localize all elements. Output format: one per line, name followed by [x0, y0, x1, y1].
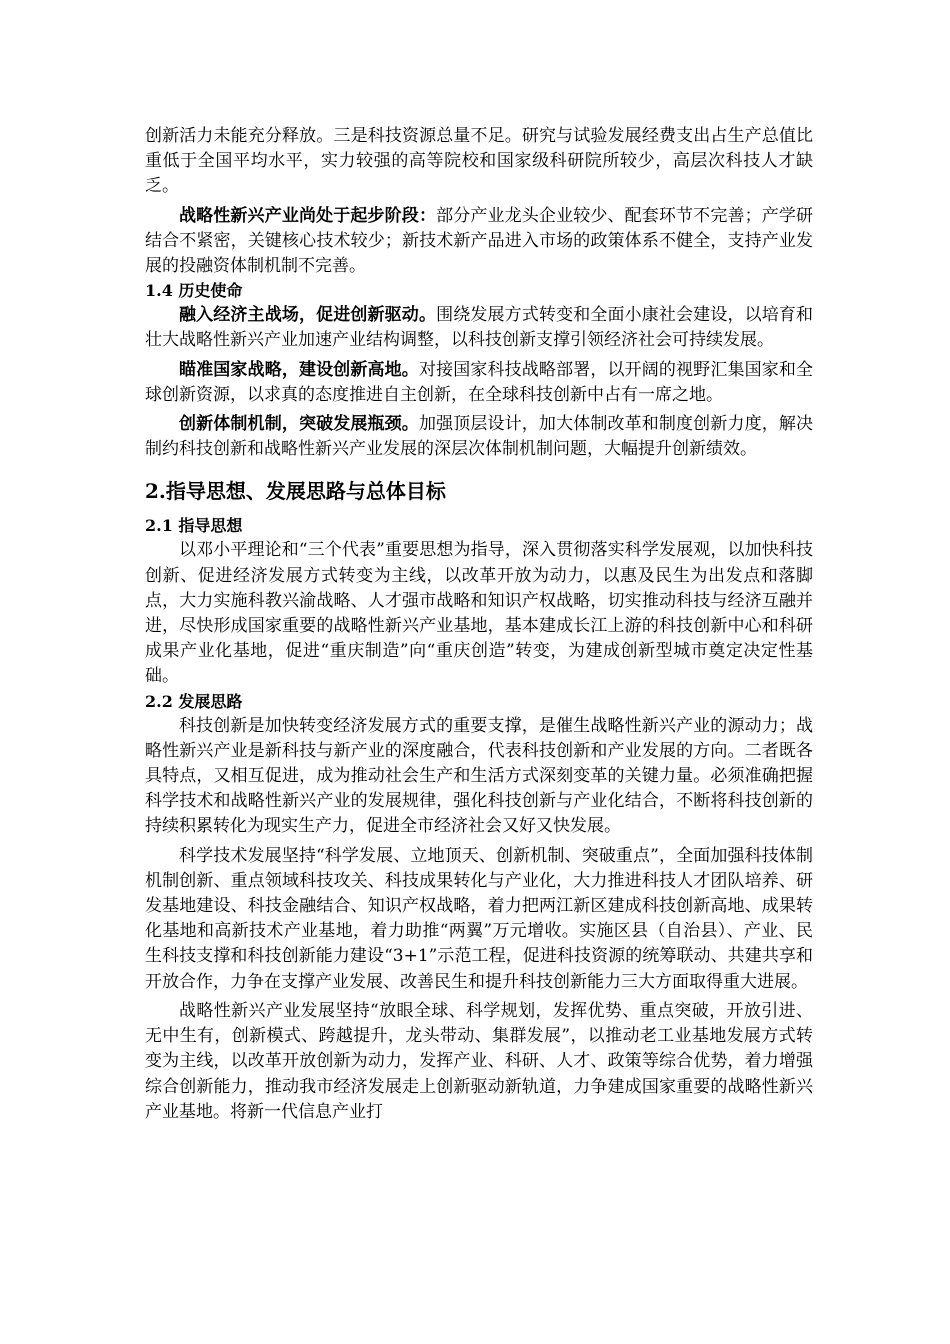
paragraph-guiding-ideology: 以邓小平理论和“三个代表”重要思想为指导，深入贯彻落实科学发展观，以加快科技创新、促进经济发展方式转变为主线，以改革开放为动力，以惠及民生为出发点和落脚点，大力实施科教兴渝战略、人才强市战略和知识产权战略，切实推动科技与经济互融并进，尽快形成国家重要的战略性新兴产业基地，基本建成长江上游的科技创新中心和科研成果产业化基地，促进“重庆制造”向“重庆创造”转变，为建成创新型城市奠定决定性基础。 — [145, 540, 813, 687]
paragraph-text: 围绕发展方式转变和全面小康社会建设，以培育和壮大战略性新兴产业加速产业结构调整，以科技创新支撑引领经济社会可持续发展。 — [145, 305, 814, 351]
paragraph-text: 对接国家科技战略部署，以开阔的视野汇集国家和全球创新资源，以求真的态度推进自主创新，在全球科技创新中占有一席之地。 — [145, 359, 814, 405]
paragraph-mission-2 — [145, 358, 813, 408]
paragraph-innovation-vitality: 创新活力未能充分释放。三是科技资源总量不足。研究与试验发展经费支出占生产总值比重低于全国平均水平，实力较强的高等院校和国家级科研院所较少，高层次科技人才缺乏。 — [145, 126, 813, 197]
paragraph-development-approach-2: 科学技术发展坚持“科学发展、立地顶天、创新机制、突破重点”，全面加强科技体制机制创新、重点领域科技攻关、科技成果转化与产业化，大力推进科技人才团队培养、研发基地建设、科技金融结合、知识产权战略，着力把两江新区建成科技创新高地、成果转化基地和高新技术产业基地，着力助推“两翼”万元增收。实施区县（自治县）、产业、民生科技支撑和科技创新能力建设“3+1”示范工程，促进科技资源的统筹联动、共建共享和开放合作，力争在支撑产业发展、改善民生和提升科技创新能力三大方面取得重大进展。 — [145, 845, 813, 992]
chapter-heading-2: 2.指导思想、发展思路与总体目标 — [145, 479, 446, 504]
paragraph-lead: 瞄准国家战略，建设创新高地。 — [179, 359, 419, 380]
section-heading-2-2: 2.2 发展思路 — [145, 691, 243, 711]
section-heading-2-1: 2.1 指导思想 — [145, 516, 243, 536]
paragraph-lead: 创新体制机制，突破发展瓶颈。 — [179, 414, 419, 435]
section-heading-1-4: 1.4 历史使命 — [145, 281, 243, 301]
paragraph-development-approach-1: 科技创新是加快转变经济发展方式的重要支撑，是催生战略性新兴产业的源动力；战略性新兴产业是新科技与新产业的深度融合，代表科技创新和产业发展的方向。二者既各具特点，又相互促进，成为推动社会生产和生活方式深刻变革的关键力量。必须准确把握科学技术和战略性新兴产业的发展规律，强化科技创新与产业化结合，不断将科技创新的持续积累转化为现实生产力，促进全市经济社会又好又快发展。 — [145, 715, 813, 837]
paragraph-text: 部分产业龙头企业较少、配套环节不完善；产学研结合不紧密，关键核心技术较少；新技术新产品进入市场的政策体系不健全，支持产业发展的投融资体制机制不完善。 — [145, 205, 814, 277]
paragraph-mission-3 — [145, 412, 813, 462]
document-body — [145, 124, 813, 1125]
paragraph-text: 加强顶层设计，加大体制改革和制度创新力度，解决制约科技创新和战略性新兴产业发展的深层次体制机制问题，大幅提升创新绩效。 — [145, 414, 814, 460]
paragraph-mission-1 — [145, 303, 813, 353]
paragraph-lead: 战略性新兴产业尚处于起步阶段： — [179, 205, 437, 226]
paragraph-lead: 融入经济主战场，促进创新驱动。 — [179, 305, 437, 326]
paragraph-development-approach-3: 战略性新兴产业发展坚持“放眼全球、科学规划，发挥优势、重点突破，开放引进、无中生有，创新模式、跨越提升，龙头带动、集群发展”，以推动老工业基地发展方式转变为主线，以改革开放创新为动力，发挥产业、科研、人才、政策等综合优势，着力增强综合创新能力，推动我市经济发展走上创新驱动新轨道，力争建成国家重要的战略性新兴产业基地。将新一代信息产业打 — [145, 1000, 813, 1122]
paragraph-emerging-industry-stage — [145, 204, 813, 280]
